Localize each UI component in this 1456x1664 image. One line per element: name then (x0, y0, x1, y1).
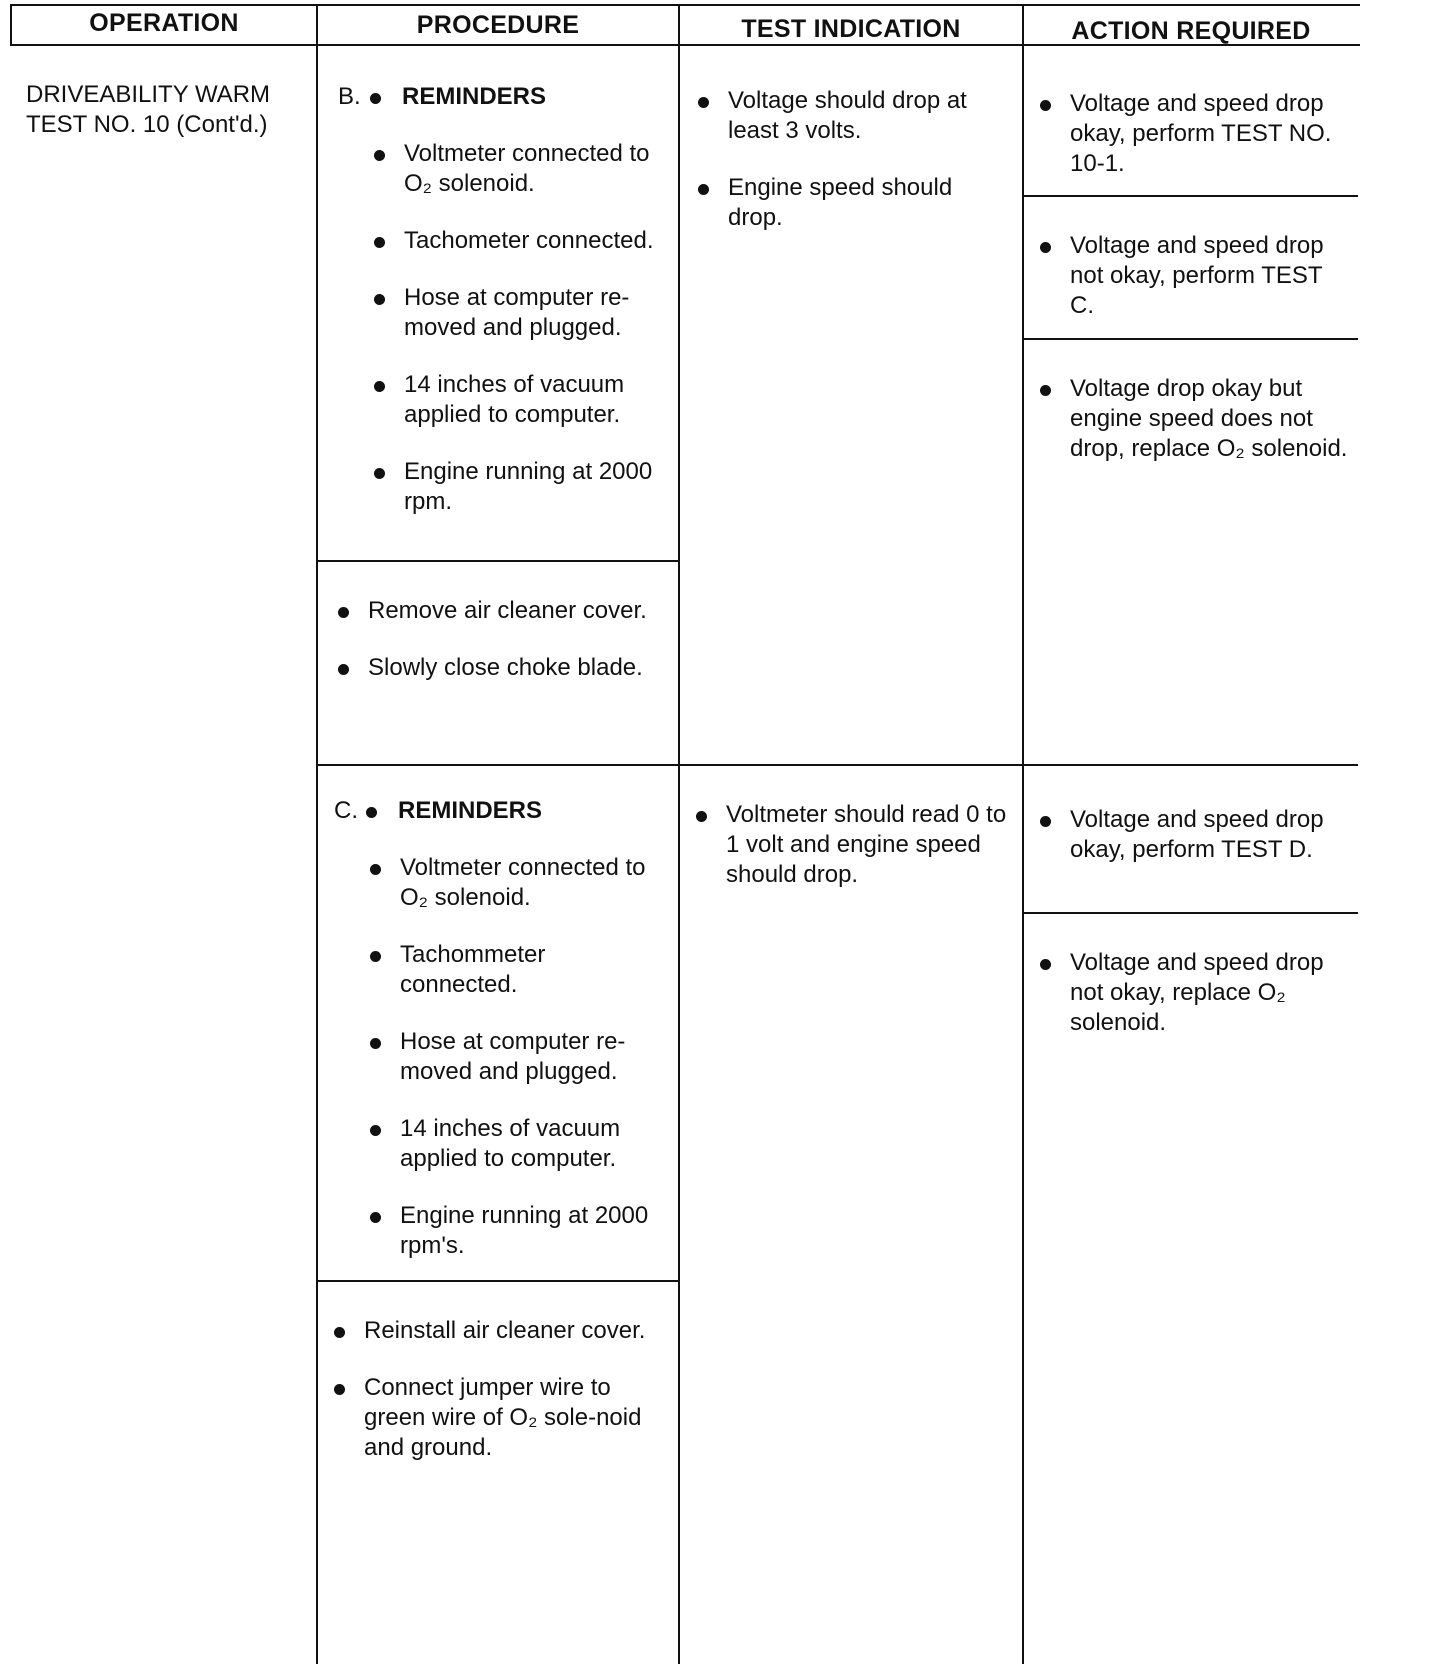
operation-line-2: TEST NO. 10 (Cont'd.) (26, 111, 268, 138)
steps-list-b (334, 596, 664, 683)
list-item: Voltage drop okay but engine speed does not drop, replace O₂ solenoid. (1036, 374, 1352, 464)
reminders-heading-b (338, 82, 658, 112)
reminders-label: REMINDERS (398, 797, 543, 824)
reminders-label: REMINDERS (402, 83, 547, 110)
procedure-b-split (318, 560, 680, 562)
reminders-list-c (334, 853, 658, 1261)
procedure-b-reminders (338, 82, 658, 544)
procedure-b-steps (334, 596, 664, 710)
action-b-3 (1036, 374, 1352, 491)
list-item: Voltage should drop at least 3 volts. (694, 86, 1010, 146)
indication-list-b (694, 86, 1010, 233)
list-item: Voltmeter connected to O₂ solenoid. (370, 139, 658, 199)
indication-c (692, 800, 1010, 917)
list-item: Tachommeter connected. (366, 940, 658, 1000)
action-c1-bottom (1024, 912, 1358, 914)
list-item: Voltage and speed drop not okay, replace O₂ solenoid. (1036, 948, 1352, 1038)
list-item: Hose at computer re-moved and plugged. (366, 1027, 658, 1087)
steps-list-c (330, 1316, 662, 1463)
list-item: 14 inches of vacuum applied to computer. (370, 370, 658, 430)
section-letter-b: B. (338, 83, 361, 110)
list-item: Reinstall air cleaner cover. (330, 1316, 662, 1346)
action-list (1036, 89, 1352, 179)
divider-procedure-indication (678, 4, 680, 1664)
action-list (1036, 805, 1352, 865)
list-item: Voltmeter should read 0 to 1 volt and engine speed should drop. (692, 800, 1010, 890)
operation-name (26, 80, 316, 140)
divider-operation-procedure (316, 4, 318, 1664)
list-item: Tachometer connected. (370, 226, 658, 256)
section-b-bottom-border (318, 764, 1358, 766)
section-letter-c: C. (334, 797, 358, 824)
list-item: Remove air cleaner cover. (334, 596, 664, 626)
reminders-heading-c (334, 796, 658, 826)
list-item: Voltmeter connected to O₂ solenoid. (366, 853, 658, 913)
list-item: Engine running at 2000 rpm. (370, 457, 658, 517)
action-list (1036, 374, 1352, 464)
list-item: Slowly close choke blade. (334, 653, 664, 683)
divider-indication-action (1022, 4, 1024, 1664)
header-operation: OPERATION (89, 9, 239, 37)
indication-b (694, 86, 1010, 260)
list-item: Connect jumper wire to green wire of O₂ sole-noid and ground. (330, 1373, 662, 1463)
list-item: Voltage and speed drop not okay, perform TEST C. (1036, 231, 1352, 321)
list-item: Voltage and speed drop okay, perform TEST D. (1036, 805, 1352, 865)
operation-line-1: DRIVEABILITY WARM (26, 81, 271, 108)
bullet-icon (370, 93, 381, 104)
action-b-1 (1036, 89, 1352, 206)
bullet-icon (366, 807, 377, 818)
list-item: Voltage and speed drop okay, perform TEST NO. 10-1. (1036, 89, 1352, 179)
action-list (1036, 231, 1352, 321)
list-item: Engine running at 2000 rpm's. (366, 1201, 658, 1261)
reminders-list-b (338, 139, 658, 517)
header-action-required: ACTION REQUIRED (1071, 17, 1311, 45)
procedure-c-steps (330, 1316, 662, 1490)
action-c-1 (1036, 805, 1352, 892)
list-item: Engine speed should drop. (694, 173, 1010, 233)
list-item: 14 inches of vacuum applied to computer. (366, 1114, 658, 1174)
list-item: Hose at computer re-moved and plugged. (370, 283, 658, 343)
indication-list-c (692, 800, 1010, 890)
header-procedure: PROCEDURE (416, 11, 580, 39)
procedure-c-reminders (334, 796, 658, 1288)
action-list (1036, 948, 1352, 1038)
header-test-indication: TEST INDICATION (741, 15, 961, 43)
action-c-2 (1036, 948, 1352, 1065)
table-top-border (10, 4, 1360, 6)
action-b-2 (1036, 231, 1352, 348)
